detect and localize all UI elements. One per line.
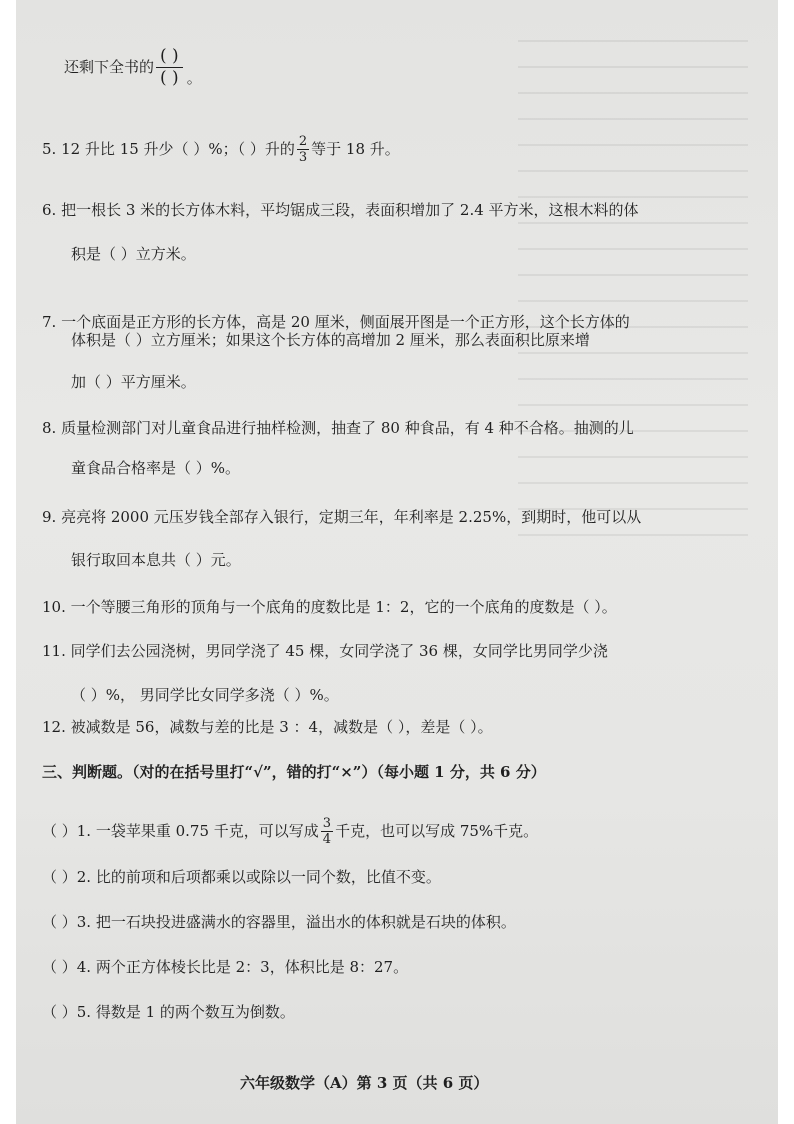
q5-denominator: 3 [298,150,308,165]
q5-numerator: 2 [298,134,308,149]
page-footer: 六年级数学（A）第 3 页（共 6 页） [240,1074,489,1092]
q10-line-1: 10. 一个等腰三角形的顶角与一个底角的度数比是 1：2，它的一个底角的度数是（ ）。 [42,598,617,616]
tf1-text-b: 千克，也可以写成 75%千克。 [335,822,539,840]
blank-denominator: ( ) [160,68,179,88]
q9-line-2: 银行取回本息共（ ）元。 [71,551,241,569]
q12-line-1: 12. 被减数是 56，减数与差的比是 3 ：4，减数是（ ），差是（ ）。 [42,718,493,736]
q7-line-1: 7. 一个底面是正方形的长方体，高是 20 厘米，侧面展开图是一个正方形，这个长方体的 [42,313,630,331]
two-thirds-fraction [297,135,309,164]
q6-line-1: 6. 把一根长 3 米的长方体木料，平均锯成三段，表面积增加了 2.4 平方米，这根木料的体 [42,201,639,219]
q5-text-a: 5. 12 升比 15 升少（ ）%；（ ）升的 [42,140,295,158]
tf1-denominator: 4 [322,832,332,847]
tf-item-4: （ ）4. 两个正方体棱长比是 2：3，体积比是 8：27。 [42,958,409,976]
blank-fraction [156,48,183,87]
bleed-through-texture [518,40,748,540]
q6-line-2: 积是（ ）立方米。 [71,245,196,263]
tf-item-3: （ ）3. 把一石块投进盛满水的容器里，溢出水的体积就是石块的体积。 [42,913,516,931]
q7-line-2: 体积是（ ）立方厘米；如果这个长方体的高增加 2 厘米，那么表面积比原来增 [71,331,590,349]
q7-line-3: 加（ ）平方厘米。 [71,373,196,391]
remaining-prefix: 还剩下全书的 [64,58,155,76]
tf-item-5: （ ）5. 得数是 1 的两个数互为倒数。 [42,1003,295,1021]
q5-text-b: 等于 18 升。 [311,140,400,158]
q11-line-2: （ ）%， 男同学比女同学多浇（ ）%。 [71,686,339,704]
q8-line-1: 8. 质量检测部门对儿童食品进行抽样检测，抽查了 80 种食品，有 4 种不合格。抽测的儿 [42,419,634,437]
tf-item-2: （ ）2. 比的前项和后项都乘以或除以一同个数，比值不变。 [42,868,441,886]
three-quarters-fraction [321,817,333,846]
section-3-heading: 三、判断题。（对的在括号里打“√”，错的打“×”）（每小题 1 分，共 6 分） [42,763,546,781]
remaining-fraction-line [64,48,202,87]
tf1-text-a: （ ）1. 一袋苹果重 0.75 千克，可以写成 [42,822,319,840]
blank-numerator: ( ) [156,48,183,68]
tf1-numerator: 3 [322,816,332,831]
q8-line-2: 童食品合格率是（ ）%。 [71,459,241,477]
remaining-suffix: 。 [186,69,202,87]
question-5 [42,135,400,164]
tf-item-1 [42,817,538,846]
q11-line-1: 11. 同学们去公园浇树，男同学浇了 45 棵，女同学浇了 36 棵，女同学比男同学少浇 [42,642,608,660]
q9-line-1: 9. 亮亮将 2000 元压岁钱全部存入银行，定期三年，年利率是 2.25%，到期时，他可以从 [42,508,642,526]
